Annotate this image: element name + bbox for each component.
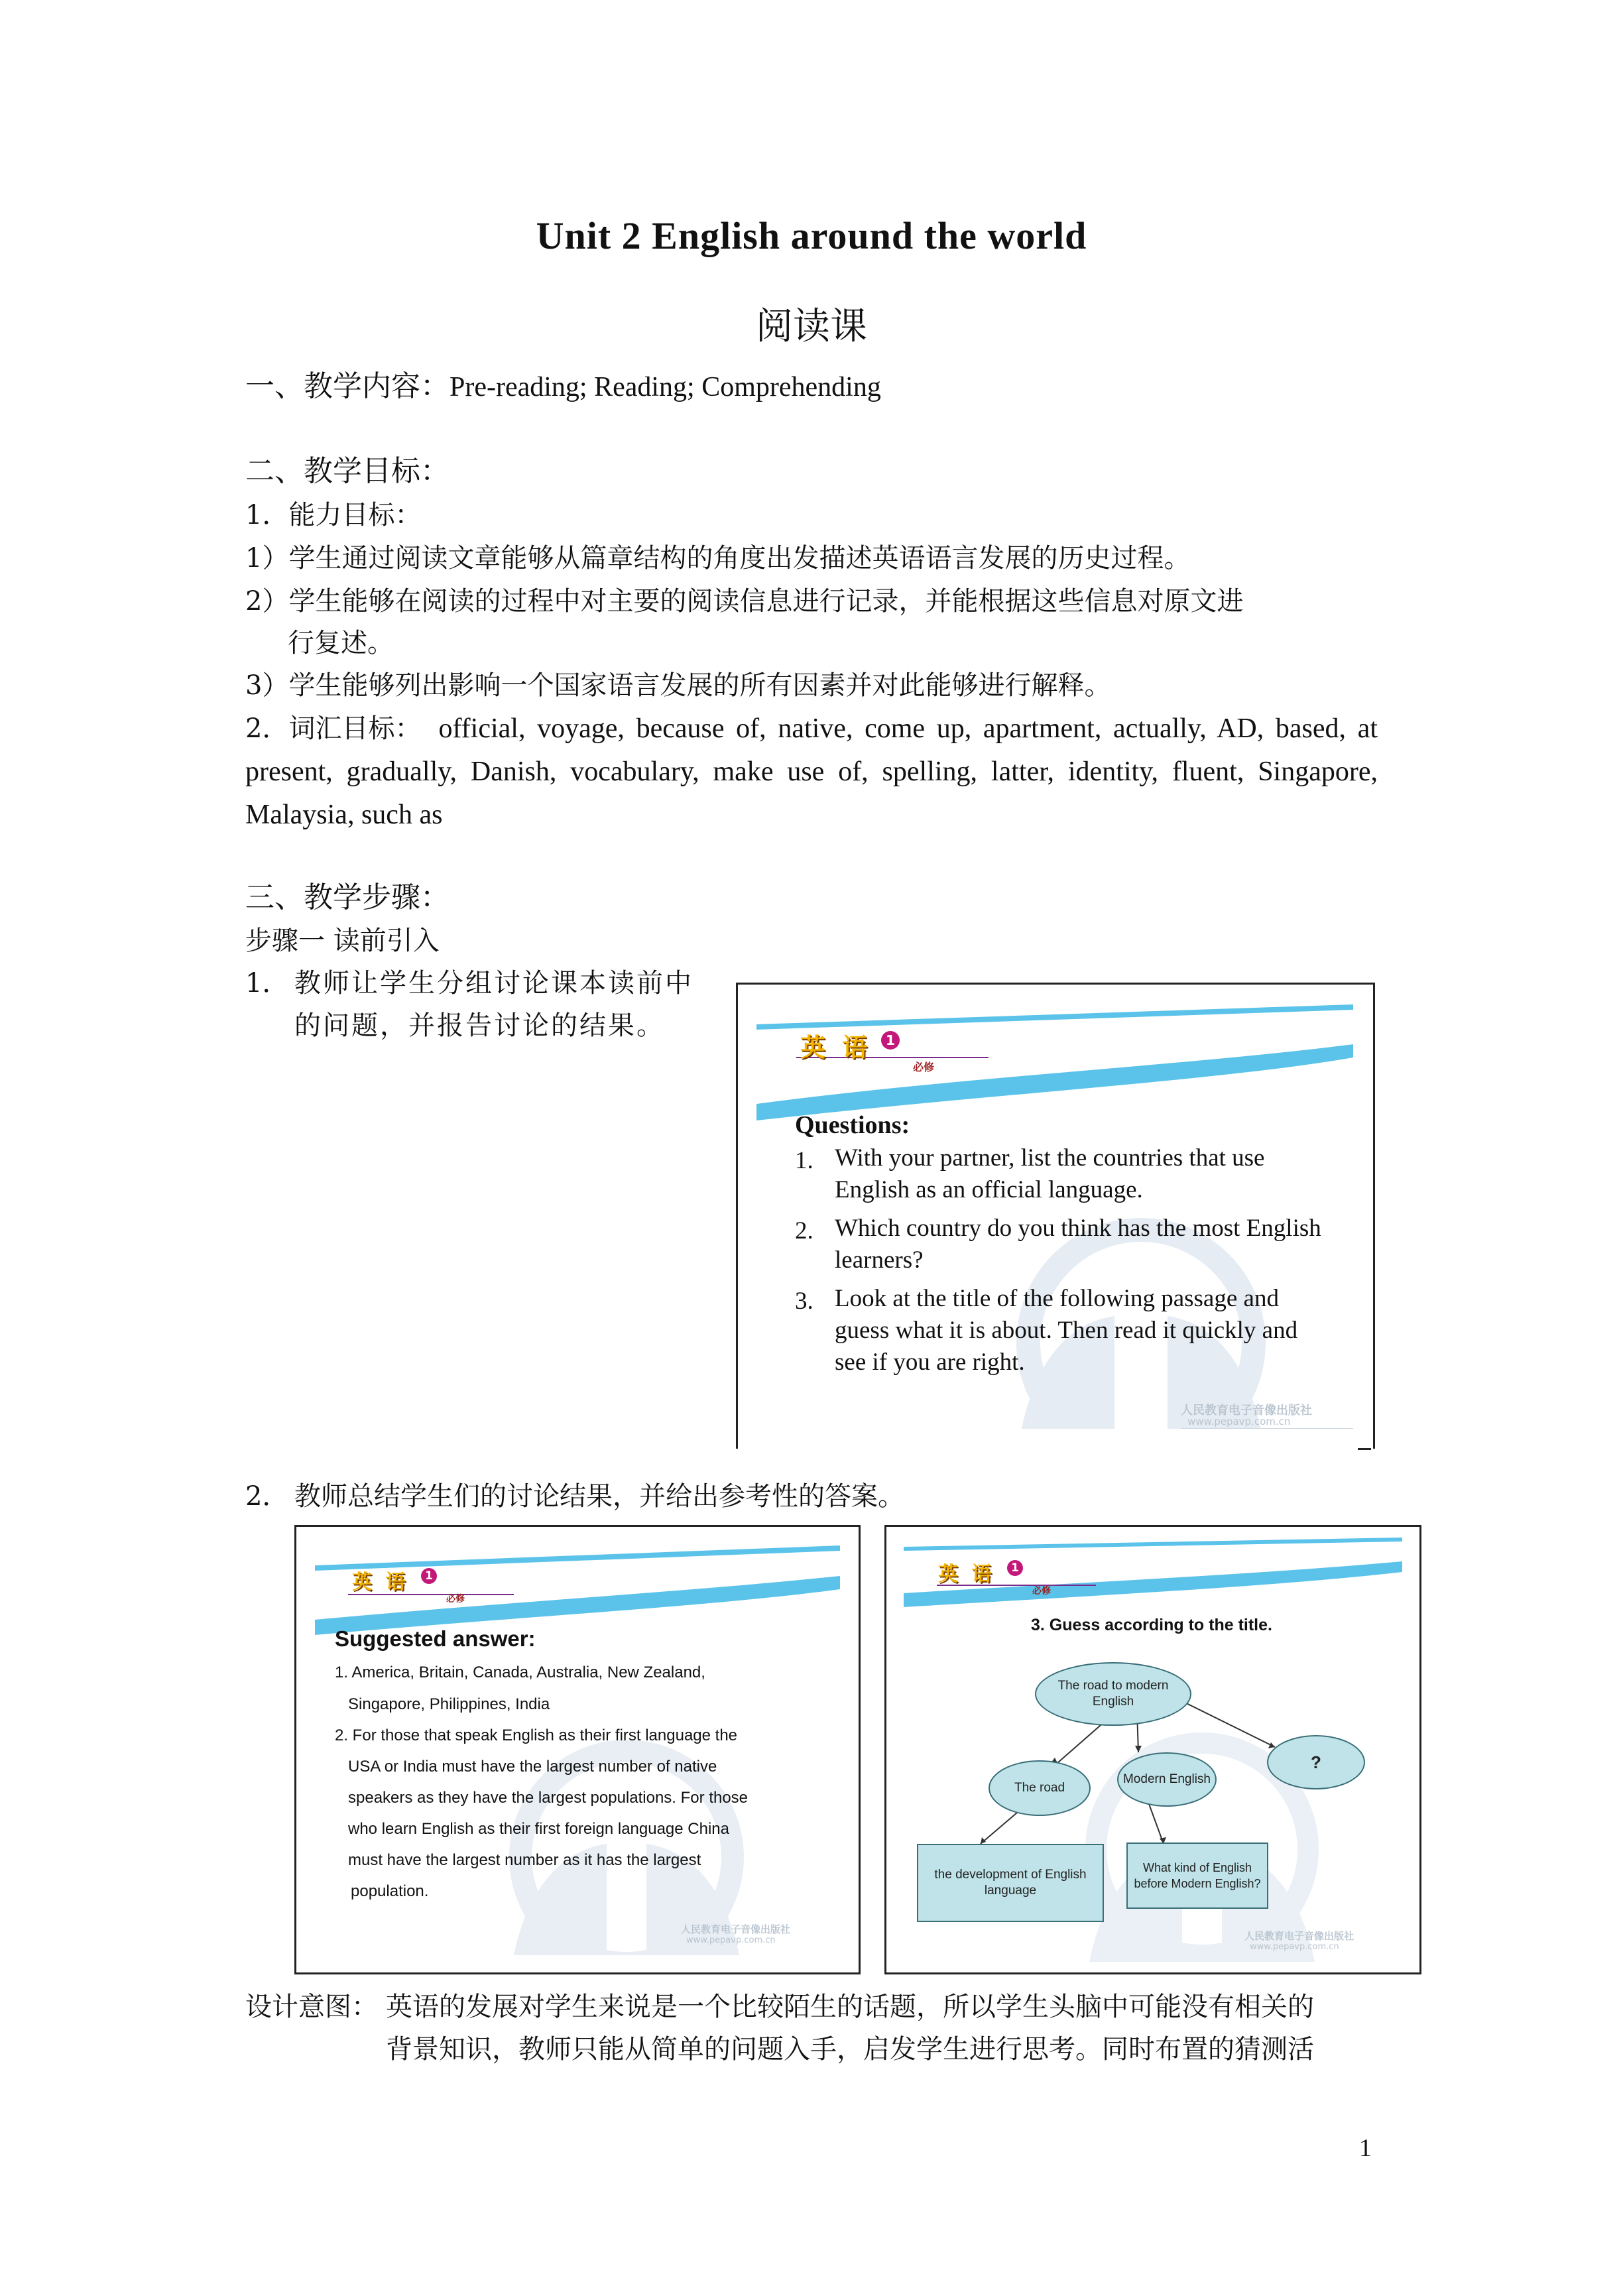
slide1-publisher: 人民教育电子音像出版社 xyxy=(1181,1404,1312,1418)
answer-line-6: who learn English as their first foreign language China xyxy=(348,1820,730,1838)
slide1-corner-line xyxy=(1358,1448,1371,1450)
ability-item-3: 3）学生能够列出影响一个国家语言发展的所有因素并对此能够进行解释。 xyxy=(245,670,1111,701)
vocab-label: 2．词汇目标： xyxy=(245,713,422,744)
vocab-line-1: official, voyage, because of, native, come up, apartment, actually, AD, based, at xyxy=(438,713,1378,744)
slide3-heading: 3. Guess according to the title. xyxy=(1031,1616,1272,1634)
slide-questions xyxy=(736,983,1375,1449)
vocab-line-2: present, gradually, Danish, vocabulary, make use of, spelling, latter, identity, fluent, Singapore, xyxy=(245,756,1378,787)
node-modern-english: Modern English xyxy=(1117,1752,1217,1807)
design-line-2: 背景知识，教师只能从简单的问题入手，启发学生进行思考。同时布置的猜测活 xyxy=(386,2034,1314,2065)
section1 xyxy=(245,369,881,405)
slide-suggested-answer xyxy=(294,1525,861,1974)
question-2-text: Which country do you think has the most English learners? xyxy=(835,1215,1321,1274)
design-label: 设计意图： xyxy=(245,1992,378,2022)
slide2-heading: Suggested answer: xyxy=(335,1626,536,1651)
page-title: Unit 2 English around the world xyxy=(536,214,1087,257)
question-3-num: 3. xyxy=(795,1288,813,1315)
section3-heading: 三、教学步骤： xyxy=(245,880,450,914)
answer-line-1: 1. America, Britain, Canada, Australia, New Zealand, xyxy=(335,1663,705,1681)
answer-line-5: speakers as they have the largest populations. For those xyxy=(348,1789,749,1807)
ability-item-1: 1）学生通过阅读文章能够从篇章结构的角度出发描述英语语言发展的历史过程。 xyxy=(245,543,1191,574)
slide2-publisher: 人民教育电子音像出版社 xyxy=(681,1923,791,1935)
answer-line-7: must have the largest number as it has the largest xyxy=(348,1851,701,1869)
question-1-text: With your partner, list the countries that use English as an official language. xyxy=(835,1144,1265,1203)
design-line-1: 英语的发展对学生来说是一个比较陌生的话题，所以学生头脑中可能没有相关的 xyxy=(386,1992,1314,2022)
ability-item-2: 2）学生能够在阅读的过程中对主要的阅读信息进行记录，并能根据这些信息对原文进 xyxy=(245,586,1244,617)
slide2-url: www.pepavp.com.cn xyxy=(686,1935,776,1945)
question-3-text: Look at the title of the following passage and guess what it is about. Then read it quickly and see if you are right. xyxy=(835,1285,1298,1376)
answer-line-3: 2. For those that speak English as their first language the xyxy=(335,1726,738,1744)
vocab-line-3: Malaysia, such as xyxy=(245,800,443,830)
answer-line-8: population. xyxy=(351,1882,429,1900)
question-2-num: 2. xyxy=(795,1217,813,1244)
node-leaf-before-modern: What kind of English before Modern English? xyxy=(1126,1843,1268,1909)
answer-line-2: Singapore, Philippines, India xyxy=(348,1695,550,1713)
question-1-num: 1. xyxy=(795,1147,813,1174)
node-leaf-development: the development of English language xyxy=(917,1844,1104,1922)
slide1-logo-num: 1 xyxy=(881,1031,900,1050)
slide2-logo-sub: 必修 xyxy=(446,1594,465,1604)
page-subtitle: 阅读课 xyxy=(756,305,867,348)
slide3-logo-num: 1 xyxy=(1007,1560,1023,1576)
answer-line-4: USA or India must have the largest number of native xyxy=(348,1758,717,1776)
node-the-road: The road xyxy=(989,1760,1091,1816)
section1-heading: 一、教学内容： xyxy=(245,369,450,403)
section1-content: Pre-reading; Reading; Comprehending xyxy=(450,372,881,402)
ability-item-2-cont: 行复述。 xyxy=(288,628,394,658)
slide1-url: www.pepavp.com.cn xyxy=(1187,1416,1291,1427)
slide3-logo: 英 语 xyxy=(938,1563,995,1586)
slide-guess-title xyxy=(884,1525,1421,1974)
step1-heading: 步骤一 读前引入 xyxy=(245,926,440,956)
slide3-url: www.pepavp.com.cn xyxy=(1250,1942,1339,1952)
slide2-logo-num: 1 xyxy=(421,1568,437,1584)
slide1-logo-sub: 必修 xyxy=(913,1061,935,1073)
slide3-logo-sub: 必修 xyxy=(1032,1586,1051,1597)
node-root: The road to modern English xyxy=(1035,1662,1191,1726)
section2-heading: 二、教学目标： xyxy=(245,454,450,488)
slide1-logo: 英 语 xyxy=(800,1032,872,1062)
item1-num: 1． xyxy=(245,968,289,998)
slide1-heading: Questions: xyxy=(795,1111,910,1139)
page-number: 1 xyxy=(1359,2134,1372,2162)
item2-text: 教师总结学生们的讨论结果，并给出参考性的答案。 xyxy=(294,1481,904,1512)
item1-line-1: 教师让学生分组讨论课本读前中 xyxy=(294,968,693,998)
item2-num: 2． xyxy=(245,1481,289,1512)
slide3-publisher: 人民教育电子音像出版社 xyxy=(1244,1930,1354,1942)
node-unknown: ? xyxy=(1267,1735,1365,1789)
slide2-logo: 英 语 xyxy=(352,1571,409,1594)
item1-line-2: 的问题，并报告讨论的结果。 xyxy=(294,1010,665,1041)
ability-heading: 1．能力目标： xyxy=(245,500,422,530)
vocab-row-1 xyxy=(245,711,1378,747)
